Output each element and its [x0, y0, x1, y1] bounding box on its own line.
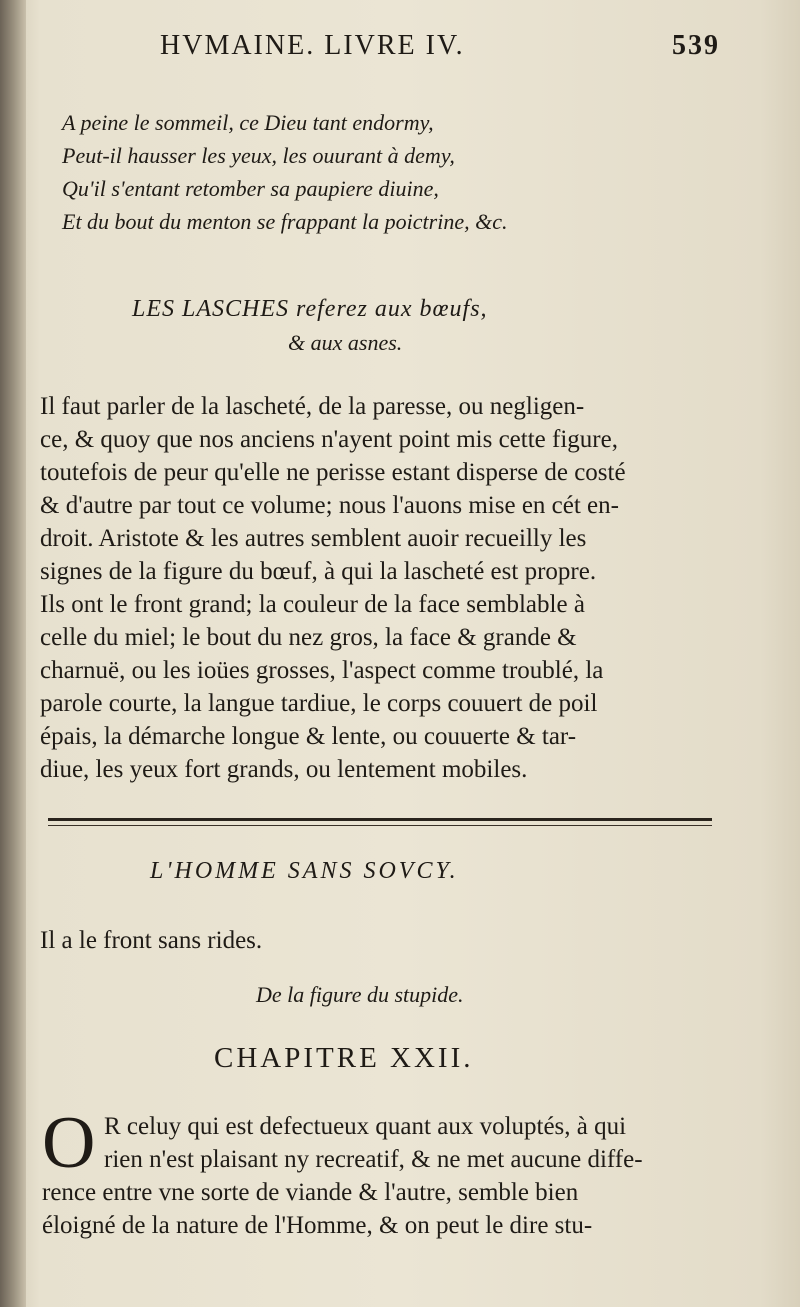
text-line: rence entre vne sorte de viande & l'autre, semble bien: [42, 1179, 579, 1206]
book-gutter-shadow: [0, 0, 26, 1307]
subtitle-stupide: De la figure du stupide.: [256, 982, 464, 1007]
text-line: signes de la figure du bœuf, à qui la lascheté est propre.: [40, 558, 597, 585]
section-heading-lasches-cont: & aux asnes.: [288, 330, 403, 355]
page-number: 539: [672, 30, 720, 61]
section-heading-lasches: LES LASCHES referez aux bœufs,: [132, 296, 488, 322]
text-line: celle du miel; le bout du nez gros, la face & grande &: [40, 624, 577, 651]
text-line: charnuë, ou les ioües grosses, l'aspect comme troublé, la: [40, 657, 604, 684]
paragraph-stupide: [42, 1110, 724, 1242]
paragraph-sans-soucy: [40, 924, 720, 957]
text-line: parole courte, la langue tardiue, le corps couuert de poil: [40, 690, 598, 717]
text-line: toutefois de peur qu'elle ne perisse estant disperse de costé: [40, 459, 626, 486]
running-title: HVMAINE. LIVRE IV.: [160, 30, 465, 61]
text-line: & d'autre par tout ce volume; nous l'auons mise en cét en-: [40, 492, 619, 519]
text-line: Ils ont le front grand; la couleur de la face semblable à: [40, 591, 585, 618]
text-line: droit. Aristote & les autres semblent auoir recueilly les: [40, 525, 587, 552]
text-line: épais, la démarche longue & lente, ou couuerte & tar-: [40, 723, 577, 750]
paragraph-lasches: [40, 390, 720, 786]
text-line: Il a le front sans rides.: [40, 927, 263, 954]
text-line: ce, & quoy que nos anciens n'ayent point mis cette figure,: [40, 426, 618, 453]
verse-line: A peine le sommeil, ce Dieu tant endormy,: [62, 110, 434, 135]
section-divider-thin: [48, 825, 712, 826]
section-divider: [48, 818, 712, 821]
text-line: rien n'est plaisant ny recreatif, & ne met aucune diffe-: [104, 1146, 643, 1173]
verse-block: [62, 106, 662, 238]
verse-line: Qu'il s'entant retomber sa paupiere diuine,: [62, 176, 439, 201]
chapter-title: CHAPITRE XXII.: [214, 1042, 474, 1074]
text-line: Il faut parler de la lascheté, de la paresse, ou negligen-: [40, 393, 585, 420]
verse-line: Et du bout du menton se frappant la poictrine, &c.: [62, 209, 508, 234]
section-heading-sans-soucy: L'HOMME SANS SOVCY.: [150, 858, 459, 884]
text-line: diue, les yeux fort grands, ou lentement mobiles.: [40, 756, 528, 783]
drop-cap: O: [42, 1102, 96, 1184]
text-line: éloigné de la nature de l'Homme, & on peut le dire stu-: [42, 1212, 593, 1239]
text-line: R celuy qui est defectueux quant aux voluptés, à qui: [104, 1113, 627, 1140]
verse-line: Peut-il hausser les yeux, les ouurant à demy,: [62, 143, 455, 168]
